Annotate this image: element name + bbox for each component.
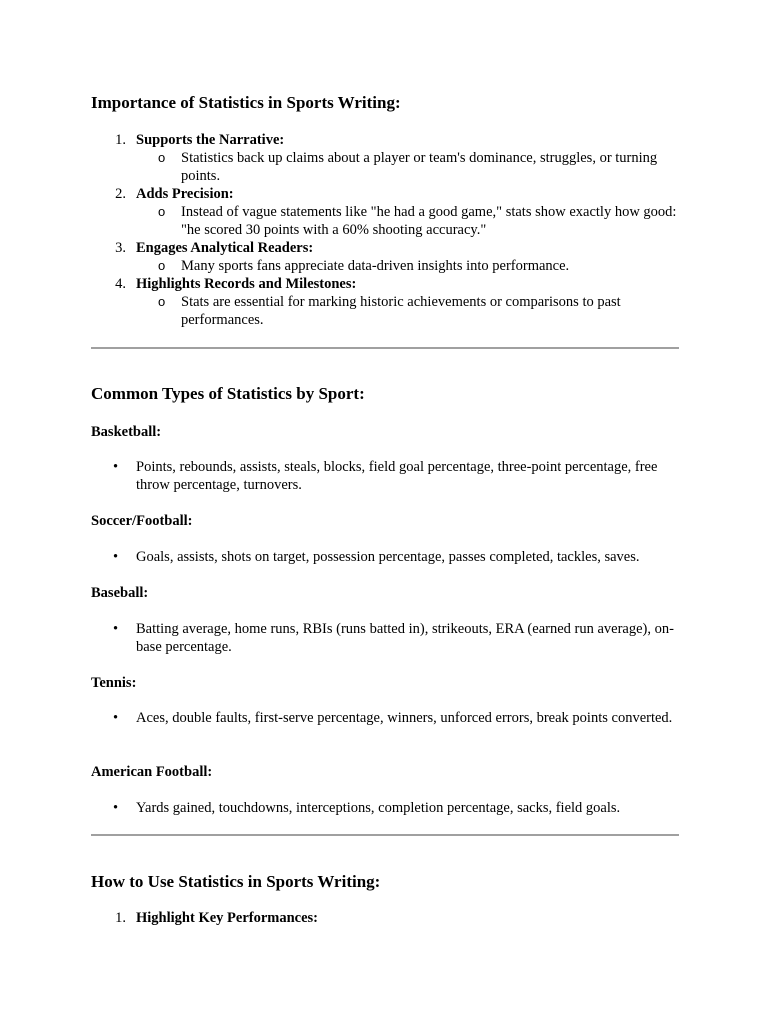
sport-label-soccer: Soccer/Football: <box>91 513 193 529</box>
sport-stats-text: Aces, double faults, first-serve percentage, winners, unforced errors, break points converted. <box>136 710 673 726</box>
list-number: 4. <box>115 276 126 292</box>
horizontal-divider <box>91 834 679 836</box>
list-item-heading: Highlight Key Performances: <box>136 910 319 926</box>
sport-stats-text: Batting average, home runs, RBIs (runs batted in), strikeouts, ERA (earned run average), on-base percentage. <box>136 621 674 655</box>
list-number: 2. <box>115 186 126 202</box>
list-item <box>91 909 679 927</box>
list-item-heading: Adds Precision: <box>136 186 234 202</box>
list-item <box>91 275 679 329</box>
bullet-icon: • <box>113 459 119 475</box>
sport-stats-item <box>113 548 679 566</box>
list-number: 3. <box>115 240 126 256</box>
sport-label-baseball: Baseball: <box>91 585 149 601</box>
sub-bullet-icon: o <box>158 204 166 219</box>
list-item-heading: Highlights Records and Milestones: <box>136 276 357 292</box>
importance-list <box>91 131 679 329</box>
sub-item-text: Many sports fans appreciate data-driven insights into performance. <box>181 258 570 274</box>
sub-item-text: Stats are essential for marking historic achievements or comparisons to past performances. <box>181 294 621 328</box>
sub-bullet-icon: o <box>158 258 166 273</box>
sport-stats-item <box>113 709 679 727</box>
sport-stats-item <box>113 799 679 817</box>
bullet-icon: • <box>113 710 119 726</box>
sub-list-item <box>158 203 679 239</box>
sport-stats-item <box>113 620 679 656</box>
sub-list-item <box>158 257 679 275</box>
bullet-icon: • <box>113 800 119 816</box>
bullet-icon: • <box>113 621 119 637</box>
sport-label-tennis: Tennis: <box>91 675 137 691</box>
sub-bullet-icon: o <box>158 294 166 309</box>
horizontal-divider <box>91 347 679 349</box>
section-title-how-to-use: How to Use Statistics in Sports Writing: <box>91 872 381 891</box>
sub-item-text: Instead of vague statements like "he had a good game," stats show exactly how good: "he scored 30 points with a 60% shooting accuracy." <box>181 204 677 238</box>
sub-item-text: Statistics back up claims about a player or team's dominance, struggles, or turning points. <box>181 150 658 184</box>
list-item-heading: Engages Analytical Readers: <box>136 240 314 256</box>
section-title-importance: Importance of Statistics in Sports Writing: <box>91 93 401 112</box>
sport-label-basketball: Basketball: <box>91 424 162 440</box>
sport-stats-text: Goals, assists, shots on target, possession percentage, passes completed, tackles, saves. <box>136 549 640 565</box>
sport-label-american-football: American Football: <box>91 764 213 780</box>
sport-stats-text: Points, rebounds, assists, steals, blocks, field goal percentage, three-point percentage, free throw percentage, turnovers. <box>136 459 658 493</box>
sub-list-item <box>158 149 679 185</box>
list-item <box>91 185 679 239</box>
sport-stats-item <box>113 458 679 494</box>
list-item <box>91 131 679 185</box>
sport-stats-text: Yards gained, touchdowns, interceptions, completion percentage, sacks, field goals. <box>136 800 621 816</box>
sub-list-item <box>158 293 679 329</box>
bullet-icon: • <box>113 549 119 565</box>
sub-bullet-icon: o <box>158 150 166 165</box>
section-title-types: Common Types of Statistics by Sport: <box>91 384 365 403</box>
list-number: 1. <box>115 132 126 148</box>
how-to-use-list <box>91 909 679 927</box>
list-item-heading: Supports the Narrative: <box>136 132 285 148</box>
list-item <box>91 239 679 275</box>
list-number: 1. <box>115 910 126 926</box>
